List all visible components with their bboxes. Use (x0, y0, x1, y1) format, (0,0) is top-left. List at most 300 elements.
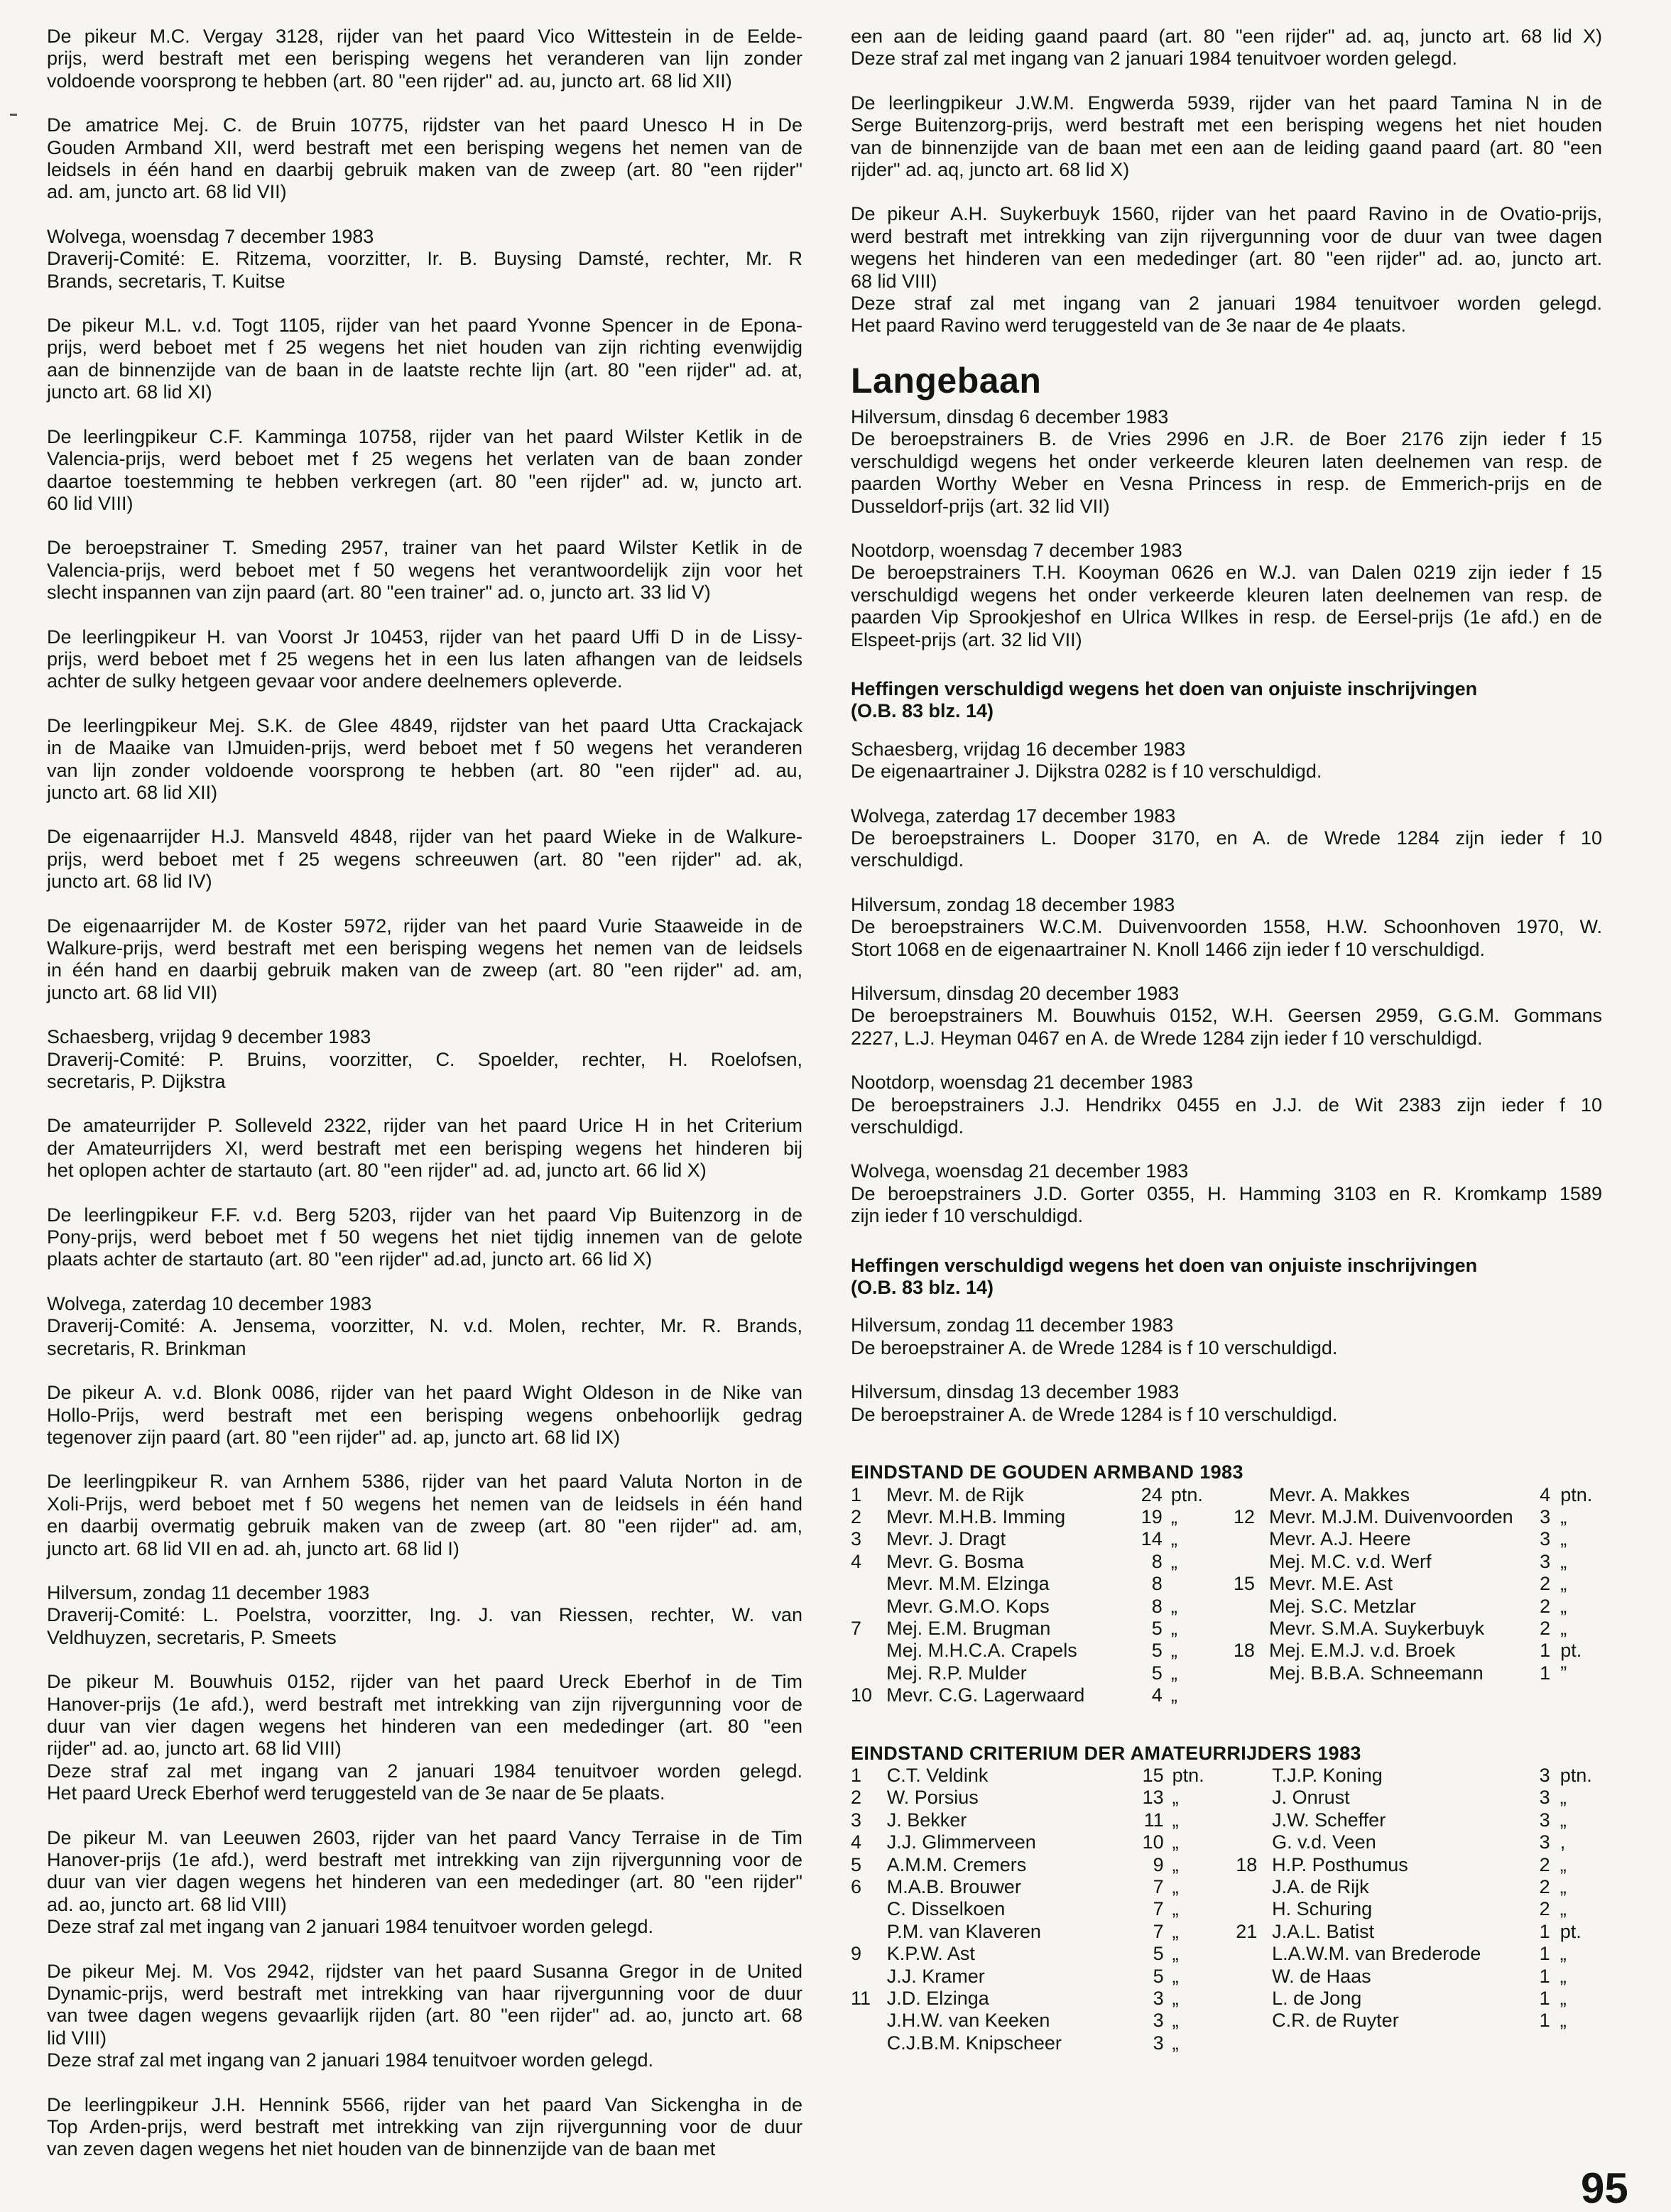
standings-unit-cell: „ (1170, 1617, 1177, 1639)
text-line: Stort 1068 en de eigenaartrainer N. Knoll 1466 zijn ieder f 10 verschuldigd. (851, 938, 1486, 960)
standings-name-cell: Mej. S.C. Metzlar (1269, 1595, 1417, 1617)
text-line: juncto art. 68 lid VII) (47, 981, 218, 1003)
standings-unit-cell: pt. (1560, 1920, 1582, 1942)
heffingen-paragraphs-second (851, 1314, 1602, 1426)
standings-rank-cell (1236, 1966, 1272, 1988)
text-line: De leerlingpikeur J.H. Hennink 5566, rijder van het paard Van Sickengha in de (47, 2093, 802, 2115)
section-title-langebaan: Langebaan (851, 360, 1042, 401)
standings-row (851, 1921, 1602, 1943)
standings-rank-cell: 1 (851, 1764, 862, 1786)
standings-unit-cell: „ (1170, 1662, 1177, 1684)
text-line: Elspeet-prijs (art. 32 lid VII) (851, 628, 1082, 650)
standings-row (851, 1662, 1602, 1684)
text-line: Nootdorp, woensdag 21 december 1983 (851, 1072, 1193, 1094)
standings-points-cell: 14 (1141, 1528, 1163, 1550)
standings-rank-cell (851, 2032, 887, 2054)
standings-points-cell: 1 (1540, 1662, 1551, 1684)
standings-rank-cell (1236, 1765, 1272, 1787)
heffingen-heading (851, 678, 1602, 723)
text-line: De eigenaarrijder H.J. Mansveld 4848, rijder van het paard Wieke in de Walkure- (47, 826, 802, 848)
text-line: De amateurrijder P. Solleveld 2322, rijder van het paard Urice H in het Criterium (47, 1115, 802, 1137)
text-line: De beroepstrainers B. de Vries 2996 en J.R. de Boer 2176 zijn ieder f 15 (851, 428, 1602, 450)
text-line: duur van vier dagen wegens het hinderen van een mededinger (art. 80 "een (47, 1715, 802, 1737)
standings-unit-cell: „ (1170, 1640, 1177, 1662)
standings-unit-cell: „ (1172, 1831, 1179, 1853)
text-line: De leerlingpikeur R. van Arnhem 5386, rijder van het paard Valuta Norton in de (47, 1471, 802, 1493)
text-line: leidsels in één hand en daarbij gebruik maken van de zweep (art. 80 "een rijder" (47, 159, 802, 181)
standings-rank-cell: 21 (1236, 1920, 1258, 1942)
text-line: paarden Vip Sprookjeshof en Ulrica WIlkes in resp. de Eersel-prijs (1e afd.) en de (851, 606, 1602, 628)
standings-points-cell: 5 (1151, 1662, 1163, 1684)
text-line: aan de binnenzijde van de baan in de laatste rechte lijn (art. 80 "een rijder" ad. at, (47, 359, 802, 381)
text-line: verschuldigd wegens het onder verkeerde kleuren laten deelnemen van resp. de (851, 450, 1602, 472)
ruling-paragraph (47, 715, 802, 805)
text-line: Draverij-Comité: A. Jensema, voorzitter, N. v.d. Molen, rechter, Mr. R. Brands, (47, 1315, 802, 1337)
standings-rank-cell (851, 1921, 887, 1943)
standings-points-cell: 8 (1151, 1573, 1163, 1595)
standings-points-cell: 24 (1141, 1483, 1163, 1505)
standings-rank-cell: 1 (851, 1483, 862, 1505)
standings-unit-cell: „ (1172, 1943, 1179, 1965)
ruling-paragraph (47, 1961, 802, 2072)
standings-row (851, 1831, 1602, 1853)
standings-unit-cell: „ (1560, 1853, 1567, 1875)
standings-points-cell: 4 (1151, 1684, 1163, 1706)
standings-points-cell: 2 (1540, 1617, 1551, 1639)
text-line: lid VIII) (47, 2027, 107, 2049)
standings-rank-cell (1236, 1831, 1272, 1853)
standings-name-cell: Mevr. G.M.O. Kops (886, 1595, 1050, 1617)
heffing-paragraph (851, 983, 1602, 1050)
standings-name-cell: G. v.d. Veen (1272, 1831, 1376, 1853)
standings-points-cell: 2 (1539, 1876, 1550, 1897)
text-line: De amatrice Mej. C. de Bruin 10775, rijdster van het paard Unesco H in De (47, 114, 802, 136)
text-line: Walkure-prijs, werd bestraft met een berisping wegens het nemen van de leidsels (47, 937, 802, 959)
standings-unit-cell: ” (1560, 1662, 1567, 1684)
standings-unit-cell: „ (1172, 1965, 1179, 1987)
margin-mark (10, 114, 17, 116)
standings-rank-cell: 4 (851, 1550, 862, 1572)
standings-points-cell: 1 (1540, 1640, 1551, 1662)
standings-name-cell: Mej. M.C. v.d. Werf (1269, 1550, 1432, 1572)
ruling-paragraph (47, 1382, 802, 1449)
standings-name-cell: Mej. E.M. Brugman (886, 1617, 1051, 1639)
text-line: Hilversum, zondag 11 december 1983 (47, 1581, 370, 1603)
standings-rank-cell (1234, 1528, 1269, 1550)
standings-row (851, 1506, 1602, 1528)
text-line: Hilversum, zondag 11 december 1983 (851, 1314, 1174, 1336)
heffing-paragraph (851, 1314, 1602, 1359)
standings-name-cell: Mevr. A. Makkes (1269, 1483, 1410, 1505)
standings-points-cell: 7 (1153, 1898, 1164, 1920)
standings-points-cell: 4 (1540, 1483, 1551, 1505)
standings-rank-cell (1236, 1876, 1272, 1898)
ruling-paragraph (47, 1293, 802, 1360)
standings-rank-cell: 3 (851, 1809, 862, 1831)
heffing-paragraph (851, 894, 1602, 961)
standings-rank-cell (851, 1596, 886, 1618)
standings-name-cell: Mej. B.B.A. Schneemann (1269, 1662, 1484, 1684)
ruling-paragraph (47, 826, 802, 893)
standings-name-cell: Mevr. M.H.B. Imming (886, 1505, 1066, 1527)
standings-unit-cell: „ (1172, 1988, 1179, 2010)
text-line: Hollo-Prijs, werd bestraft met een berisping wegens onbehoorlijk gedrag (47, 1404, 802, 1426)
text-line: Wolvega, zaterdag 10 december 1983 (47, 1292, 372, 1314)
standings-row (851, 1876, 1602, 1898)
standings-points-cell: 8 (1151, 1595, 1163, 1617)
text-line: De pikeur M. van Leeuwen 2603, rijder van het paard Vancy Terraise in de Tim (47, 1826, 802, 1848)
standings-name-cell: Mevr. S.M.A. Suykerbuyk (1269, 1617, 1485, 1639)
standings-name-cell: Mevr. G. Bosma (886, 1550, 1024, 1572)
text-line: Hanover-prijs (1e afd.), werd bestraft met intrekking van zijn rijvergunning voor de (47, 1849, 802, 1870)
standings-name-cell: W. Porsius (886, 1787, 979, 1809)
text-line: Hilversum, zondag 18 december 1983 (851, 893, 1175, 915)
standings-name-cell: J.A. de Rijk (1272, 1876, 1369, 1897)
standings-rank-cell (1234, 1596, 1269, 1618)
text-line: Wolvega, zaterdag 17 december 1983 (851, 805, 1176, 827)
text-line: secretaris, R. Brinkman (47, 1337, 246, 1359)
standings-unit-cell: „ (1560, 1787, 1567, 1809)
standings-rank-cell: 18 (1233, 1640, 1255, 1662)
standings-name-cell: Mevr. J. Dragt (886, 1528, 1006, 1550)
standings-rank-cell: 12 (1233, 1505, 1255, 1527)
text-line: Valencia-prijs, werd beboet met f 50 wegens het verantwoordelijk zijn voor het (47, 559, 802, 581)
ruling-paragraph (47, 1671, 802, 1804)
standings-name-cell: Mevr. C.G. Lagerwaard (886, 1684, 1085, 1706)
standings-points-cell: 3 (1539, 1787, 1550, 1809)
standings-row (851, 1573, 1602, 1595)
standings-unit-cell: „ (1560, 1988, 1567, 2010)
text-line: van lijn zonder voldoende voorsprong te hebben (art. 80 "een rijder" ad. au, (47, 759, 802, 781)
heading-line: (O.B. 83 blz. 14) (851, 1277, 994, 1299)
standings-rank-cell (1236, 2032, 1272, 2054)
text-line: Het paard Ravino werd teruggesteld van de 3e naar de 4e plaats. (851, 315, 1407, 337)
standings-unit-cell: „ (1172, 1920, 1179, 1942)
standings-name-cell: A.M.M. Cremers (886, 1853, 1027, 1875)
heffingen-heading-second (851, 1255, 1602, 1300)
standings-name-cell: M.A.B. Brouwer (886, 1876, 1021, 1897)
standings-name-cell: J.D. Elzinga (886, 1988, 989, 2010)
text-line: De leerlingpikeur F.F. v.d. Berg 5203, rijder van het paard Vip Buitenzorg in de (47, 1204, 802, 1226)
text-line: daartoe toestemming te hebben verkregen (art. 80 "een rijder" ad. w, juncto art. (47, 470, 802, 492)
langebaan-paragraph (851, 406, 1602, 518)
ruling-paragraph (47, 226, 802, 293)
standings-row (851, 1943, 1602, 1965)
text-line: Valencia-prijs, werd beboet met f 25 wegens het verlaten van de baan zonder (47, 448, 802, 470)
standings-name-cell: Mevr. M.M. Elzinga (886, 1573, 1050, 1595)
standings-name-cell: J.J. Glimmerveen (886, 1831, 1036, 1853)
standings-points-cell: 10 (1142, 1831, 1164, 1853)
standings-unit-cell: „ (1560, 2010, 1567, 2032)
standings-name-cell: J.A.L. Batist (1272, 1920, 1375, 1942)
standings-points-cell (1512, 2032, 1560, 2054)
armband-standings-title: EINDSTAND DE GOUDEN ARMBAND 1983 (851, 1461, 1243, 1483)
text-line: van de binnenzijde van de baan met een aan de leiding gaand paard (art. 80 "een (851, 136, 1602, 158)
text-line: Veldhuyzen, secretaris, P. Smeets (47, 1626, 337, 1648)
standings-name-cell: Mevr. M.J.M. Duivenvoorden (1269, 1505, 1513, 1527)
text-line: Draverij-Comité: E. Ritzema, voorzitter, Ir. B. Buysing Damsté, rechter, Mr. R (47, 248, 802, 270)
langebaan-paragraph (851, 540, 1602, 651)
text-line: prijs, werd beboet met f 25 wegens het niet houden van zijn richting evenwijdig (47, 337, 802, 359)
ruling-paragraph (47, 114, 802, 204)
standings-rank-cell (1234, 1684, 1269, 1706)
standings-name-cell: J. Bekker (886, 1809, 967, 1831)
text-line: Gouden Armband XII, werd bestraft met een berisping wegens het nemen van de (47, 136, 802, 158)
page-number: 95 (1581, 2164, 1628, 2212)
standings-points-cell: 1 (1539, 2010, 1550, 2032)
text-line: Serge Buitenzorg-prijs, werd bestraft met een berisping wegens het niet houden (851, 114, 1602, 136)
ruling-paragraph (47, 1582, 802, 1649)
standings-rank-cell (1236, 2010, 1272, 2032)
standings-name-cell: K.P.W. Ast (886, 1943, 975, 1965)
standings-rank-cell (851, 1573, 886, 1595)
ruling-paragraph (47, 1827, 802, 1939)
text-line: Draverij-Comité: L. Poelstra, voorzitter, Ing. J. van Riessen, rechter, W. van (47, 1604, 802, 1626)
standings-name-cell: J. Onrust (1272, 1787, 1350, 1809)
text-line: Het paard Ureck Eberhof werd teruggesteld van de 3e naar de 5e plaats. (47, 1782, 665, 1804)
text-line: Top Arden-prijs, werd bestraft met intrekking van zijn rijvergunning voor de duur (47, 2116, 802, 2138)
standings-points-cell: 5 (1151, 1640, 1163, 1662)
standings-rank-cell (1236, 1943, 1272, 1965)
ruling-paragraph (47, 1471, 802, 1560)
standings-row (851, 1966, 1602, 1988)
standings-row (851, 1854, 1602, 1876)
standings-points-cell: 3 (1539, 1809, 1550, 1831)
text-line: De beroepstrainers M. Bouwhuis 0152, W.H. Geersen 2959, G.G.M. Gommans (851, 1005, 1602, 1027)
standings-name-cell: Mevr. A.J. Heere (1269, 1528, 1411, 1550)
standings-rank-cell (1236, 1809, 1272, 1831)
text-line: ad. ao, juncto art. 68 lid VIII) (47, 1893, 287, 1915)
standings-name-cell: J.W. Scheffer (1272, 1809, 1386, 1831)
standings-points-cell: 15 (1142, 1764, 1164, 1786)
right-top-paragraphs (851, 26, 1602, 337)
standings-points-cell: 3 (1153, 2010, 1164, 2032)
text-line: Dynamic-prijs, werd bestraft met intrekking van haar rijvergunning voor de duur (47, 1983, 802, 2005)
standings-name-cell: Mevr. M.E. Ast (1269, 1573, 1393, 1595)
standings-unit-cell: „ (1560, 1528, 1567, 1550)
text-line: Pony-prijs, werd beboet met f 50 wegens het niet tijdig innemen van de gelote (47, 1226, 802, 1248)
heffing-paragraph (851, 1160, 1602, 1227)
standings-name-cell (1272, 2032, 1512, 2054)
standings-points-cell: 1 (1539, 1988, 1550, 2010)
standings-unit-cell: ptn. (1560, 1764, 1592, 1786)
text-line: 60 lid VIII) (47, 492, 134, 514)
heffing-paragraph (851, 739, 1602, 783)
text-line: 2227, L.J. Heyman 0467 en A. de Wrede 1284 zijn ieder f 10 verschuldigd. (851, 1027, 1483, 1049)
standings-unit-cell: „ (1170, 1528, 1177, 1550)
langebaan-paragraphs (851, 406, 1602, 651)
standings-unit-cell: ptn. (1172, 1764, 1204, 1786)
standings-rank-cell (1236, 1988, 1272, 2010)
ruling-paragraph (851, 203, 1602, 337)
ruling-paragraph (47, 1115, 802, 1182)
standings-name-cell: H. Schuring (1272, 1898, 1373, 1920)
standings-unit-cell: „ (1560, 1965, 1567, 1987)
text-line: De beroepstrainers J.J. Hendrikx 0455 en J.J. de Wit 2383 zijn ieder f 10 (851, 1094, 1602, 1116)
heading-line: (O.B. 83 blz. 14) (851, 700, 994, 722)
standings-unit-cell: ptn. (1560, 1483, 1593, 1505)
text-line: De leerlingpikeur Mej. S.K. de Glee 4849, rijdster van het paard Utta Crackajack (47, 714, 802, 736)
standings-rank-cell: 7 (851, 1617, 862, 1639)
text-line: 68 lid VIII) (851, 270, 937, 292)
standings-name-cell: Mej. R.P. Mulder (886, 1662, 1027, 1684)
text-line: verschuldigd wegens het onder verkeerde kleuren laten deelnemen van resp. de (851, 584, 1602, 606)
ruling-paragraph (47, 426, 802, 516)
text-line: een aan de leiding gaand paard (art. 80 "een rijder" ad. aq, juncto art. 68 lid X) (851, 26, 1602, 47)
text-line: De eigenaartrainer J. Dijkstra 0282 is f 10 verschuldigd. (851, 761, 1322, 783)
standings-row (851, 2032, 1602, 2054)
text-line: De pikeur M.C. Vergay 3128, rijder van het paard Vico Wittestein in de Eelde- (47, 26, 802, 47)
standings-unit-cell: „ (1560, 1505, 1567, 1527)
text-line: Hilversum, dinsdag 13 december 1983 (851, 1381, 1180, 1403)
standings-unit-cell: „ (1170, 1505, 1177, 1527)
text-line: prijs, werd beboet met f 25 wegens het in een lus laten afhangen van de leidsels (47, 648, 802, 670)
standings-rank-cell (1234, 1551, 1269, 1573)
standings-points-cell: 5 (1153, 1943, 1164, 1965)
left-column (47, 26, 802, 2183)
standings-unit-cell: „ (1560, 1876, 1567, 1897)
standings-name-cell (1269, 1684, 1513, 1706)
text-line: Deze straf zal met ingang van 2 januari 1984 tenuitvoer worden gelegd. (47, 1916, 654, 1938)
text-line: De leerlingpikeur H. van Voorst Jr 10453, rijder van het paard Uffi D in de Lissy- (47, 626, 802, 648)
standings-points-cell: 1 (1539, 1943, 1550, 1965)
standings-rank-cell: 5 (851, 1853, 862, 1875)
standings-row (851, 1684, 1602, 1706)
ruling-paragraph (47, 26, 802, 92)
text-line: Deze straf zal met ingang van 2 januari 1984 tenuitvoer worden gelegd. (47, 2049, 654, 2071)
standings-row (851, 1988, 1602, 2010)
standings-name-cell: P.M. van Klaveren (886, 1920, 1041, 1942)
text-line: in de Maaike van IJmuiden-prijs, werd beboet met f 50 wegens het veranderen (47, 737, 802, 759)
text-line: De beroepstrainers T.H. Kooyman 0626 en W.J. van Dalen 0219 zijn ieder f 15 (851, 562, 1602, 584)
text-line: paarden Worthy Weber en Vesna Princess in resp. de Emmerich-prijs en de (851, 473, 1602, 495)
standings-name-cell: Mej. E.M.J. v.d. Broek (1269, 1640, 1456, 1662)
standings-unit-cell: „ (1172, 2032, 1179, 2054)
criterium-standings-title: EINDSTAND CRITERIUM DER AMATEURRIJDERS 1983 (851, 1742, 1361, 1764)
standings-unit-cell (1560, 2032, 1602, 2054)
standings-unit-cell: „ (1170, 1550, 1177, 1572)
text-line: De pikeur A. v.d. Blonk 0086, rijder van het paard Wight Oldeson in de Nike van (47, 1382, 802, 1404)
text-line: De beroepstrainers J.D. Gorter 0355, H. Hamming 3103 en R. Kromkamp 1589 (851, 1182, 1602, 1204)
standings-rank-cell (851, 2010, 887, 2032)
ruling-paragraph (47, 1204, 802, 1271)
standings-rank-cell: 2 (851, 1505, 862, 1527)
standings-points-cell: 13 (1142, 1787, 1164, 1809)
standings-unit-cell: „ (1560, 1550, 1567, 1572)
standings-name-cell: C. Disselkoen (886, 1898, 1006, 1920)
standings-name-cell: W. de Haas (1272, 1965, 1371, 1987)
standings-row (851, 1551, 1602, 1573)
standings-unit-cell: pt. (1560, 1640, 1582, 1662)
text-line: Wolvega, woensdag 7 december 1983 (47, 225, 374, 247)
right-column (851, 26, 1602, 2054)
standings-points-cell: 3 (1153, 2032, 1164, 2054)
text-line: Xoli-Prijs, werd beboet met f 50 wegens het nemen van de leidsels in één hand (47, 1493, 802, 1515)
standings-rank-cell (851, 1662, 886, 1684)
standings-points-cell: 2 (1539, 1898, 1550, 1920)
text-line: rijder" ad. ao, juncto art. 68 lid VIII) (47, 1738, 342, 1760)
standings-points-cell: 8 (1151, 1550, 1163, 1572)
ruling-paragraph (47, 626, 802, 693)
standings-unit-cell: , (1560, 1831, 1566, 1853)
standings-rank-cell: 11 (851, 1988, 871, 2010)
text-line: van zeven dagen wegens het niet houden van de binnenzijde van de baan met (47, 2138, 716, 2160)
text-line: achter de sulky hetgeen gevaar voor andere deelnemers opleverde. (47, 670, 623, 692)
text-line: Brands, secretaris, T. Kuitse (47, 270, 285, 292)
standings-name-cell: C.J.B.M. Knipscheer (886, 2032, 1062, 2054)
text-line: juncto art. 68 lid XI) (47, 381, 212, 403)
standings-points-cell: 3 (1540, 1528, 1551, 1550)
criterium-standings-table (851, 1765, 1602, 2054)
standings-unit-cell: ptn. (1170, 1483, 1203, 1505)
standings-unit-cell: „ (1560, 1573, 1567, 1595)
ruling-paragraph (47, 915, 802, 1005)
text-line: juncto art. 68 lid IV) (47, 871, 212, 893)
standings-row (851, 1787, 1602, 1809)
standings-points-cell: 2 (1540, 1595, 1551, 1617)
standings-points-cell: 2 (1540, 1573, 1551, 1595)
heading-line: Heffingen verschuldigd wegens het doen van onjuiste inschrijvingen (851, 1254, 1478, 1276)
standings-unit-cell (1171, 1573, 1234, 1595)
standings-rank-cell: 2 (851, 1787, 862, 1809)
text-line: ad. am, juncto art. 68 lid VII) (47, 181, 287, 203)
standings-rank-cell: 15 (1233, 1573, 1255, 1595)
standings-points-cell: 3 (1540, 1505, 1551, 1527)
standings-points-cell: 3 (1540, 1550, 1551, 1572)
ruling-paragraph (47, 537, 802, 604)
standings-unit-cell: „ (1560, 1943, 1567, 1965)
text-line: prijs, werd beboet met f 25 wegens schreeuwen (art. 80 "een rijder" ad. ak, (47, 848, 802, 870)
standings-rank-cell (851, 1640, 886, 1662)
standings-unit-cell: „ (1560, 1595, 1567, 1617)
standings-row (851, 1596, 1602, 1618)
standings-name-cell: L. de Jong (1272, 1988, 1362, 2010)
text-line: Deze straf zal met ingang van 2 januari 1984 tenuitvoer worden gelegd. (851, 293, 1602, 315)
standings-points-cell: 3 (1153, 1988, 1164, 2010)
text-line: en daarbij overmatig gebruik maken van de zweep (art. 80 "een rijder" ad. am, (47, 1515, 802, 1537)
standings-unit-cell: „ (1172, 2010, 1179, 2032)
text-line: De pikeur M. Bouwhuis 0152, rijder van het paard Ureck Eberhof in de Tim (47, 1671, 802, 1693)
text-line: Deze straf zal met ingang van 2 januari 1984 tenuitvoer worden gelegd. (47, 1760, 802, 1782)
text-line: Schaesberg, vrijdag 9 december 1983 (47, 1026, 371, 1048)
text-line: Hilversum, dinsdag 6 december 1983 (851, 405, 1169, 427)
text-line: Hanover-prijs (1e afd.), werd bestraft met intrekking van zijn rijvergunning voor de (47, 1693, 802, 1715)
text-line: Nootdorp, woensdag 7 december 1983 (851, 539, 1182, 561)
ruling-paragraph (47, 2094, 802, 2161)
text-line: De beroepstrainers L. Dooper 3170, en A. de Wrede 1284 zijn ieder f 10 (851, 827, 1602, 849)
text-line: plaats achter de startauto (art. 80 "een rijder" ad.ad, juncto art. 66 lid X) (47, 1248, 653, 1270)
standings-row (851, 1809, 1602, 1831)
standings-rank-cell: 10 (851, 1684, 873, 1706)
standings-rank-cell: 3 (851, 1528, 862, 1550)
standings-name-cell: C.R. de Ruyter (1272, 2010, 1399, 2032)
standings-name-cell: L.A.W.M. van Brederode (1272, 1943, 1481, 1965)
standings-points-cell: 3 (1539, 1831, 1550, 1853)
text-line: De beroepstrainer T. Smeding 2957, trainer van het paard Wilster Ketlik in de (47, 537, 802, 559)
standings-points-cell: 7 (1153, 1876, 1164, 1897)
text-line: De beroepstrainer A. de Wrede 1284 is f 10 verschuldigd. (851, 1336, 1338, 1358)
standings-unit-cell: „ (1560, 1898, 1567, 1920)
text-line: verschuldigd. (851, 849, 964, 871)
text-line: De beroepstrainer A. de Wrede 1284 is f 10 verschuldigd. (851, 1403, 1338, 1425)
text-line: verschuldigd. (851, 1116, 964, 1138)
ruling-paragraph (47, 315, 802, 404)
text-line: Dusseldorf-prijs (art. 32 lid VII) (851, 495, 1110, 517)
text-line: duur van vier dagen wegens het hinderen van een mededinger (art. 80 "een rijder" (47, 1871, 802, 1893)
standings-points-cell: 7 (1153, 1920, 1164, 1942)
standings-row (851, 2010, 1602, 2032)
standings-name-cell: J.H.W. van Keeken (886, 2010, 1050, 2032)
